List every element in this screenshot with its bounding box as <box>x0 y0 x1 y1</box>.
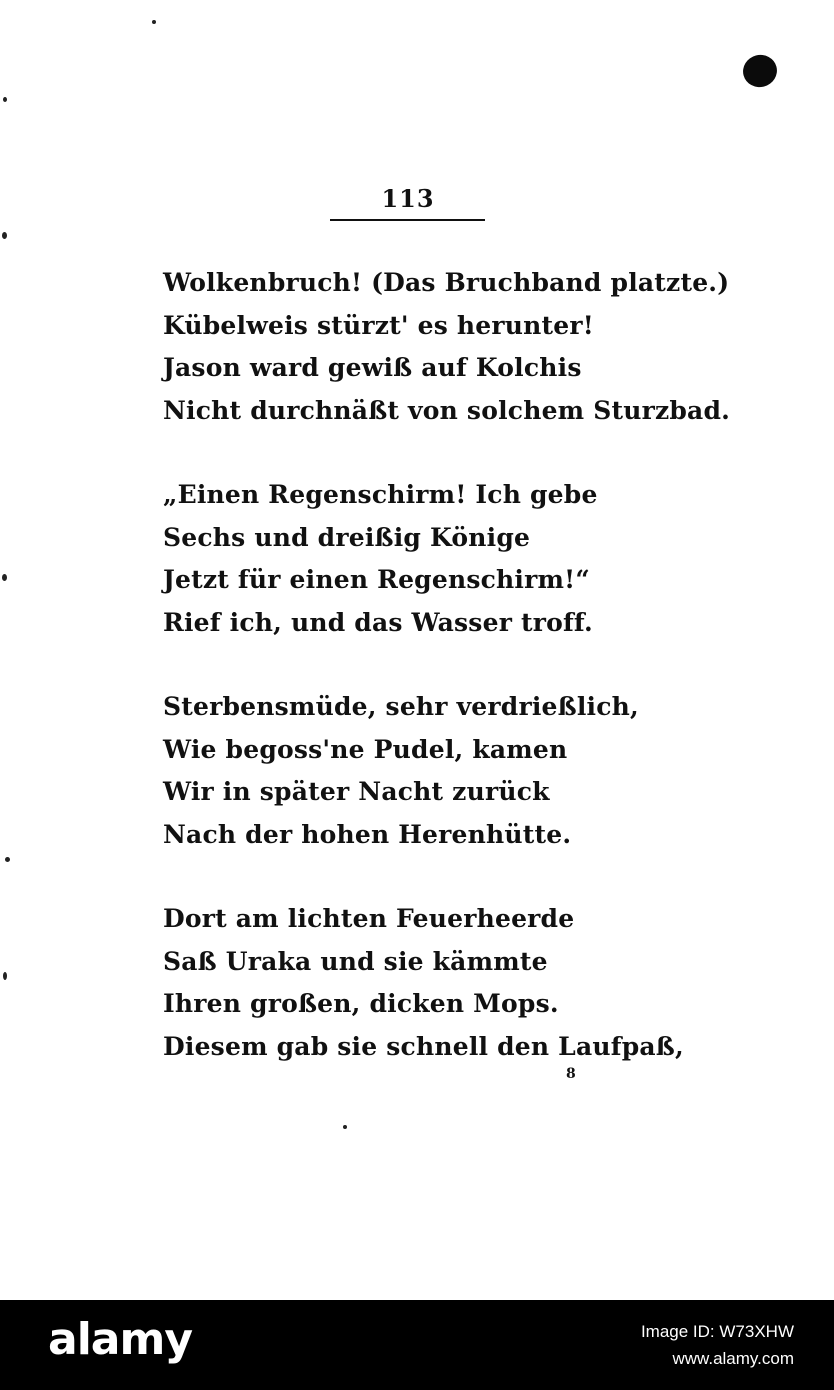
image-id-text: Image ID: W73XHW <box>640 1322 794 1341</box>
stanza-4 <box>163 898 684 1068</box>
verse-line: Saß Uraka und sie kämmte <box>163 946 548 976</box>
ink-blot <box>739 51 780 91</box>
speck <box>152 20 156 24</box>
verse-line: Nach der hohen Herenhütte. <box>163 819 572 849</box>
speck <box>2 574 7 581</box>
verse-line: Diesem gab sie schnell den Laufpaß, <box>163 1031 684 1061</box>
stanza-2 <box>163 474 598 644</box>
alamy-logo: alamy <box>48 1314 192 1365</box>
verse-line: Dort am lichten Feuerheerde <box>163 904 575 933</box>
verse-line: Rief ich, und das Wasser troff. <box>163 607 593 637</box>
verse-line: Kübelweis stürzt' es herunter! <box>163 310 594 340</box>
signature-mark: 8 <box>566 1066 576 1082</box>
verse-line: Jetzt für einen Regenschirm!“ <box>163 565 590 594</box>
speck <box>5 857 10 862</box>
page-number: 113 <box>381 184 435 213</box>
watermark-footer <box>0 1300 834 1390</box>
speck <box>2 232 7 239</box>
verse-line: Nicht durchnäßt von solchem Sturzbad. <box>163 395 731 425</box>
verse-line: Wir in später Nacht zurück <box>163 777 550 806</box>
speck <box>3 97 7 102</box>
site-url-text: www.alamy.com <box>672 1349 794 1368</box>
verse-line: Wolkenbruch! (Das Bruchband platzte.) <box>163 268 730 297</box>
header-rule <box>330 219 485 221</box>
verse-line: Ihren großen, dicken Mops. <box>163 989 559 1018</box>
speck <box>343 1125 347 1129</box>
verse-line: Wie begoss'ne Pudel, kamen <box>163 734 568 764</box>
stanza-1 <box>163 262 730 432</box>
verse-line: Sechs und dreißig Könige <box>163 522 531 552</box>
verse-line: „Einen Regenschirm! Ich gebe <box>163 480 598 509</box>
verse-line: Jason ward gewiß auf Kolchis <box>163 353 582 382</box>
stanza-3 <box>163 686 639 856</box>
verse-line: Sterbensmüde, sehr verdrießlich, <box>163 692 639 721</box>
speck <box>3 972 7 980</box>
